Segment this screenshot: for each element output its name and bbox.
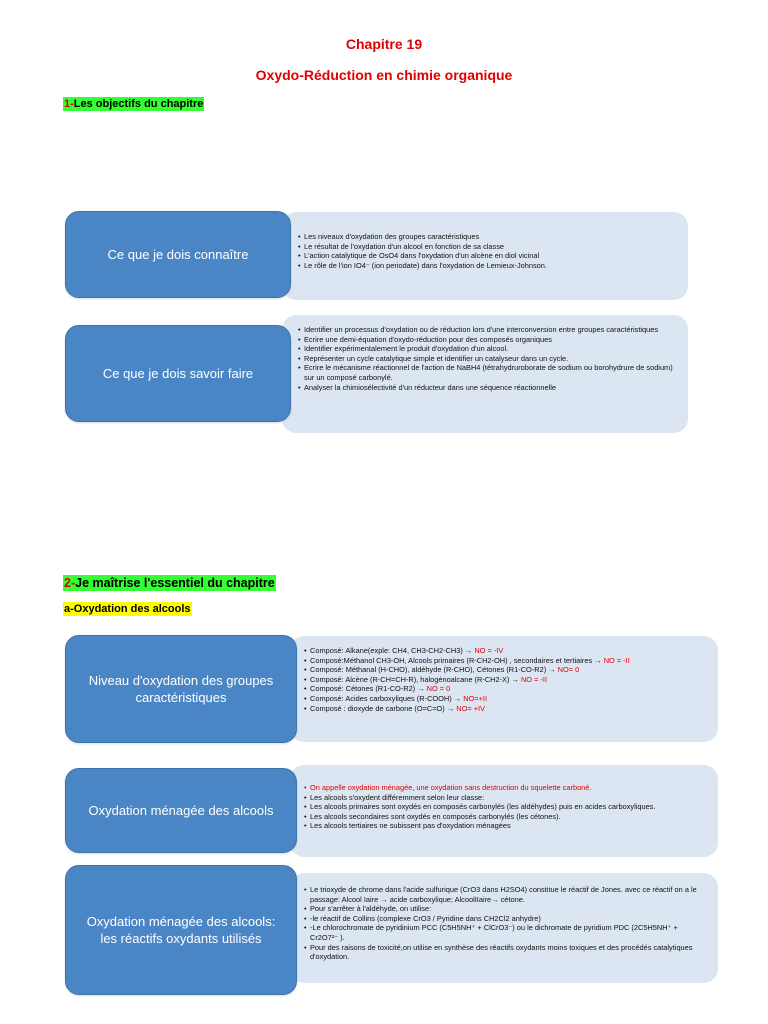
list-item: • Composé:Méthanol CH3-OH, Alcools primaires (R-CH2-OH) , secondaires et tertiaires → NO = -II [306, 656, 704, 666]
list-item: • Les alcools secondaires sont oxydés en composés carbonylés (les cétones). [306, 812, 704, 822]
section-2-heading [63, 575, 276, 591]
list-item: • Analyser la chimiosélectivité d'un réducteur dans une séquence réactionnelle [300, 383, 674, 393]
section-1-heading [63, 97, 204, 111]
objective-skills-details [282, 315, 688, 433]
list-item: • Le trioxyde de chrome dans l'acide sulfurique (CrO3 dans H2SO4) constitue le réactif de Jones. avec ce réactif on a le passage: Alcool Iaire → acide carboxylique; AlcoolIIaire→ cétone. [306, 885, 704, 904]
list-item: • -le réactif de Collins (complexe CrO3 / Pyridine dans CH2Cl2 anhydre) [306, 914, 704, 924]
subsection-a-heading: a-Oxydation des alcools [64, 603, 191, 615]
list-item: • Pour des raisons de toxicité,on utilise en synthèse des réactifs oxydants moins toxiques et des procédés catalytiques d'oxydation. [306, 943, 704, 962]
section-1-label: Les objectifs du chapitre [73, 98, 204, 110]
mild-oxidation-details [290, 765, 718, 857]
list-item: • -Le chlorochromate de pyridinium PCC (C5H5NH⁺ + ClCrO3⁻) ou le dichromate de pyridium PDC (2C5H5NH⁺ + Cr2O7²⁻ ). [306, 923, 704, 942]
list-item: • Composé: Alcène (R-CH=CH-R), halogénoalcane (R-CH2-X) → NO = -II [306, 675, 704, 685]
list-item: • Les alcools s'oxydent différemment selon leur classe: [306, 793, 704, 803]
section-2-number: 2- [64, 576, 76, 590]
list-item: • Composé: Alkane(exple: CH4, CH3-CH2-CH3) → NO = -IV [306, 646, 704, 656]
list-item: • Pour s'arrêter à l'aldéhyde, on utilise: [306, 904, 704, 914]
list-item: • On appelle oxydation ménagée, une oxydation sans destruction du squelette carboné. [306, 783, 704, 793]
list-item: • Identifier un processus d'oxydation ou de réduction lors d'une interconversion entre groupes caractéristiques [300, 325, 674, 335]
objective-know-label: Ce que je dois connaître [65, 211, 291, 298]
list-item: • Les alcools primaires sont oxydés en composés carbonylés (les aldéhydes) puis en acides carboxyliques. [306, 802, 704, 812]
list-item: • Représenter un cycle catalytique simple et identifier un catalyseur dans un cycle. [300, 354, 674, 364]
list-item: • Le rôle de l'ion IO4⁻ (ion periodate) dans l'oxydation de Lemieux-Johnson. [300, 261, 674, 271]
oxidizing-reagents-label: Oxydation ménagée des alcools: les réactifs oxydants utilisés [65, 865, 297, 995]
objective-know-details [282, 212, 688, 300]
oxidation-levels-label: Niveau d'oxydation des groupes caractéristiques [65, 635, 297, 743]
chapter-subtitle: Oxydo-Réduction en chimie organique [255, 67, 513, 83]
list-item: • L'action catalytique de OsO4 dans l'oxydation d'un alcène en diol vicinal [300, 251, 674, 261]
list-item: • Composé: Méthanal (H-CHO), aldéhyde (R-CHO), Cétones (R1-CO-R2) → NO= 0 [306, 665, 704, 675]
mild-oxidation-label: Oxydation ménagée des alcools [65, 768, 297, 853]
list-item: • Le résultat de l'oxydation d'un alcool en fonction de sa classe [300, 242, 674, 252]
section-1-number: 1- [64, 98, 74, 110]
chapter-title: Chapitre 19 [345, 36, 423, 52]
oxidation-levels-details [290, 636, 718, 742]
list-item: • Ecrire le mécanisme réactionnel de l'action de NaBH4 (tétrahydruroborate de sodium ou borohydrure de sodium) sur un composé carbonylé. [300, 363, 674, 382]
list-item: • Composé : dioxyde de carbone (O=C=O) → NO= +IV [306, 704, 704, 714]
list-item: • Identifier expérimentalement le produit d'oxydation d'un alcool. [300, 344, 674, 354]
oxidizing-reagents-details [290, 873, 718, 983]
list-item: • Composé: Cétones (R1-CO-R2) → NO = 0 [306, 684, 704, 694]
list-item: • Composé: Acides carboxyliques (R-COOH) → NO=+II [306, 694, 704, 704]
section-2-label: Je maîtrise l'essentiel du chapitre [75, 576, 275, 590]
objective-skills-label: Ce que je dois savoir faire [65, 325, 291, 422]
list-item: • Les niveaux d'oxydation des groupes caractéristiques [300, 232, 674, 242]
list-item: • Les alcools tertiaires ne subissent pas d'oxydation ménagées [306, 821, 704, 831]
list-item: • Ecrire une demi-équation d'oxydo-réduction pour des composés organiques [300, 335, 674, 345]
